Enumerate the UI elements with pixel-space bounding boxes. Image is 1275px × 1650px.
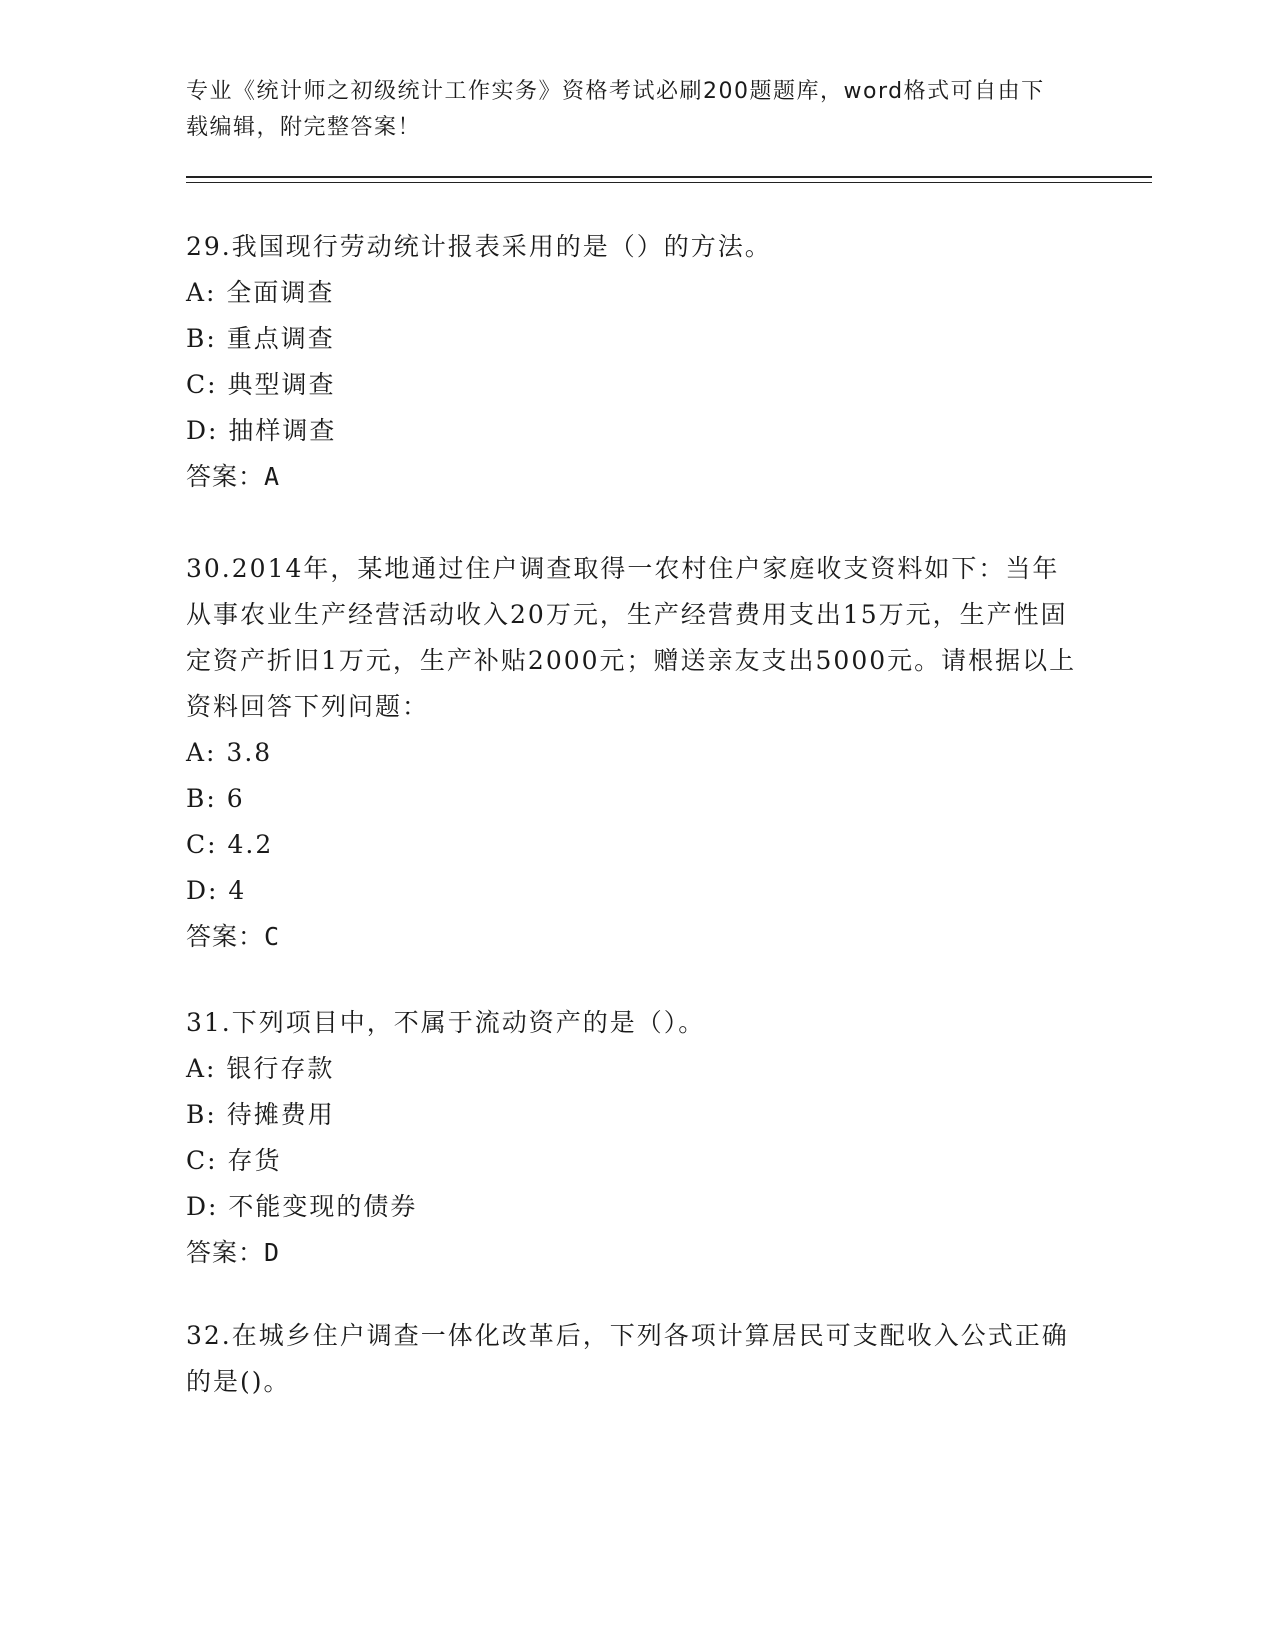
question-32 [186, 1313, 1086, 1405]
option-d: D: 不能变现的债券 [186, 1192, 418, 1221]
option-b: B: 重点调查 [186, 324, 335, 353]
answer-value: C [264, 922, 281, 951]
option-b: B: 待摊费用 [186, 1100, 335, 1129]
option-c: C: 4.2 [186, 830, 274, 859]
question-stem: 32.在城乡住户调查一体化改革后，下列各项计算居民可支配收入公式正确的是()。 [186, 1321, 1069, 1396]
answer-label: 答案： [186, 922, 265, 951]
question-31 [186, 1000, 1086, 1276]
question-stem: 31.下列项目中，不属于流动资产的是（）。 [186, 1008, 706, 1037]
question-stem: 29.我国现行劳动统计报表采用的是（）的方法。 [186, 232, 772, 261]
answer-label: 答案： [186, 1238, 265, 1267]
option-c: C: 典型调查 [186, 370, 336, 399]
question-stem: 30.2014年，某地通过住户调查取得一农村住户家庭收支资料如下：当年从事农业生产经营活动收入20万元，生产经营费用支出15万元，生产性固定资产折旧1万元，生产补贴2000元；赠送亲友支出5000元。请根据以上资料回答下列问题： [186, 554, 1077, 721]
answer-line [186, 914, 1086, 960]
answer-line [186, 1230, 1086, 1276]
header-divider-thick [186, 176, 1152, 178]
option-b: B: 6 [186, 784, 245, 813]
option-d: D: 抽样调查 [186, 416, 337, 445]
question-30 [186, 546, 1086, 960]
header-divider-thin [186, 182, 1152, 183]
option-a: A: 3.8 [186, 738, 273, 767]
option-d: D: 4 [186, 876, 247, 905]
option-c: C: 存货 [186, 1146, 282, 1175]
option-a: A: 银行存款 [186, 1054, 335, 1083]
option-a: A: 全面调查 [186, 278, 335, 307]
answer-line [186, 454, 1086, 500]
answer-label: 答案： [186, 462, 265, 491]
answer-value: D [264, 1238, 281, 1267]
question-29 [186, 224, 1086, 500]
document-header: 专业《统计师之初级统计工作实务》资格考试必刷200题题库，word格式可自由下载编辑，附完整答案！ [186, 79, 1045, 140]
answer-value: A [264, 462, 281, 491]
